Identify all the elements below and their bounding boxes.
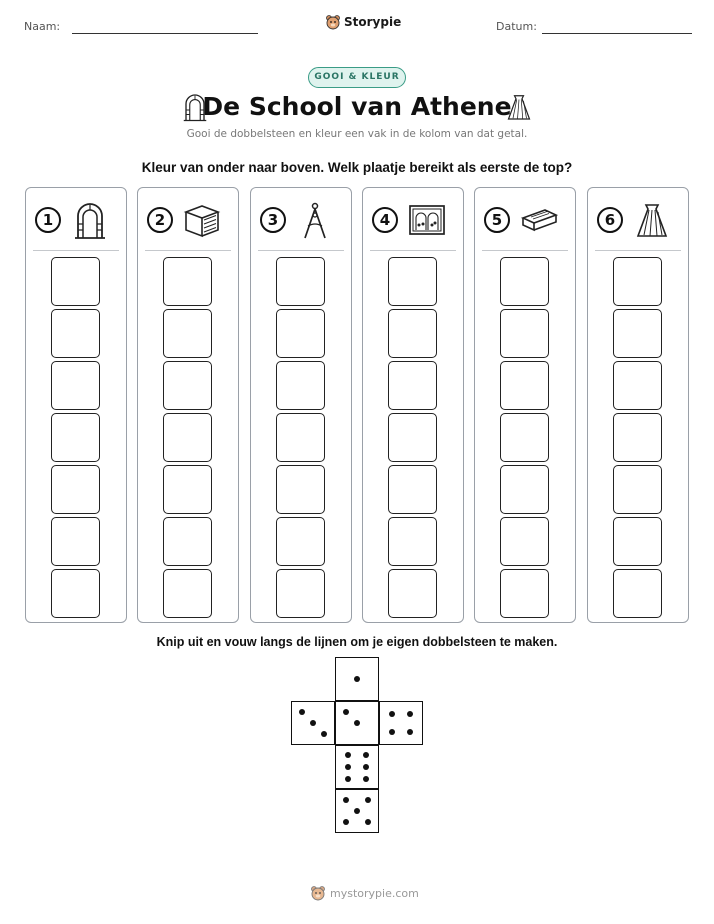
color-box[interactable] <box>613 309 662 358</box>
color-box[interactable] <box>388 413 437 462</box>
color-box[interactable] <box>613 517 662 566</box>
color-box[interactable] <box>276 413 325 462</box>
column-number: 5 <box>484 207 510 233</box>
color-box[interactable] <box>500 361 549 410</box>
color-box[interactable] <box>51 517 100 566</box>
footer-url[interactable]: mystorypie.com <box>330 886 419 900</box>
tablet-icon <box>519 200 559 240</box>
die-pip <box>345 752 351 758</box>
activity-badge: GOOI & KLEUR <box>308 67 406 88</box>
die-face-1 <box>335 657 379 701</box>
column-5 <box>474 187 576 623</box>
color-box[interactable] <box>613 257 662 306</box>
question: Kleur van onder naar boven. Welk plaatje bereikt als eerste de top? <box>141 160 573 175</box>
color-box[interactable] <box>51 465 100 514</box>
books-icon <box>182 200 222 240</box>
die-pip <box>354 808 360 814</box>
color-box[interactable] <box>51 257 100 306</box>
color-box[interactable] <box>500 517 549 566</box>
color-box[interactable] <box>613 465 662 514</box>
color-box[interactable] <box>163 569 212 618</box>
color-box[interactable] <box>388 361 437 410</box>
color-box[interactable] <box>388 309 437 358</box>
cut-instruction: Knip uit en vouw langs de lijnen om je eigen dobbelsteen te maken. <box>156 635 558 649</box>
die-pip <box>310 720 316 726</box>
color-box[interactable] <box>51 569 100 618</box>
column-divider <box>145 250 231 251</box>
cloak-icon <box>632 200 672 240</box>
die-pip <box>389 711 395 717</box>
die-pip <box>345 776 351 782</box>
die-pip <box>363 764 369 770</box>
die-pip <box>365 797 371 803</box>
color-box[interactable] <box>388 257 437 306</box>
die-pip <box>389 729 395 735</box>
color-box[interactable] <box>276 517 325 566</box>
column-divider <box>33 250 119 251</box>
column-divider <box>258 250 344 251</box>
name-label: Naam: <box>24 20 61 33</box>
color-box[interactable] <box>163 361 212 410</box>
die-pip <box>321 731 327 737</box>
brand-name: Storypie <box>344 15 402 29</box>
column-number: 1 <box>35 207 61 233</box>
color-box[interactable] <box>388 569 437 618</box>
bear-icon <box>310 885 326 901</box>
page-title: De School van Athene <box>202 92 512 121</box>
footer <box>310 885 419 901</box>
die-pip <box>407 711 413 717</box>
die-pip <box>354 720 360 726</box>
die-pip <box>343 819 349 825</box>
color-box[interactable] <box>613 569 662 618</box>
name-line[interactable] <box>72 33 258 34</box>
die-pip <box>363 752 369 758</box>
die-face-2 <box>335 701 379 745</box>
column-2 <box>137 187 239 623</box>
column-1 <box>25 187 127 623</box>
die-pip <box>345 764 351 770</box>
color-box[interactable] <box>500 309 549 358</box>
column-number: 6 <box>597 207 623 233</box>
die-pip <box>354 676 360 682</box>
color-box[interactable] <box>51 413 100 462</box>
die-pip <box>343 709 349 715</box>
die-face-5 <box>335 789 379 833</box>
color-box[interactable] <box>51 309 100 358</box>
color-box[interactable] <box>276 309 325 358</box>
color-box[interactable] <box>500 257 549 306</box>
color-box[interactable] <box>500 465 549 514</box>
column-number: 3 <box>260 207 286 233</box>
column-divider <box>370 250 456 251</box>
color-box[interactable] <box>163 309 212 358</box>
column-divider <box>595 250 681 251</box>
cloak-icon <box>504 92 534 122</box>
color-box[interactable] <box>613 361 662 410</box>
color-box[interactable] <box>388 517 437 566</box>
color-box[interactable] <box>613 413 662 462</box>
brand-logo <box>325 14 401 30</box>
die-pip <box>299 709 305 715</box>
compass-icon <box>295 200 335 240</box>
color-box[interactable] <box>163 413 212 462</box>
die-face-4 <box>379 701 423 745</box>
die-pip <box>365 819 371 825</box>
color-box[interactable] <box>276 257 325 306</box>
color-box[interactable] <box>388 465 437 514</box>
column-number: 4 <box>372 207 398 233</box>
date-label: Datum: <box>496 20 537 33</box>
color-box[interactable] <box>276 465 325 514</box>
fresco-icon <box>407 200 447 240</box>
color-box[interactable] <box>163 465 212 514</box>
color-box[interactable] <box>163 257 212 306</box>
color-box[interactable] <box>276 361 325 410</box>
color-box[interactable] <box>51 361 100 410</box>
color-box[interactable] <box>500 569 549 618</box>
color-box[interactable] <box>276 569 325 618</box>
arch-icon <box>70 200 110 240</box>
column-6 <box>587 187 689 623</box>
die-pip <box>343 797 349 803</box>
color-box[interactable] <box>163 517 212 566</box>
date-line[interactable] <box>542 33 692 34</box>
column-3 <box>250 187 352 623</box>
die-face-3 <box>291 701 335 745</box>
column-number: 2 <box>147 207 173 233</box>
die-pip <box>407 729 413 735</box>
column-divider <box>482 250 568 251</box>
column-4 <box>362 187 464 623</box>
color-box[interactable] <box>500 413 549 462</box>
die-pip <box>363 776 369 782</box>
instructions: Gooi de dobbelsteen en kleur een vak in de kolom van dat getal. <box>186 128 528 140</box>
die-face-6 <box>335 745 379 789</box>
bear-icon <box>325 14 341 30</box>
